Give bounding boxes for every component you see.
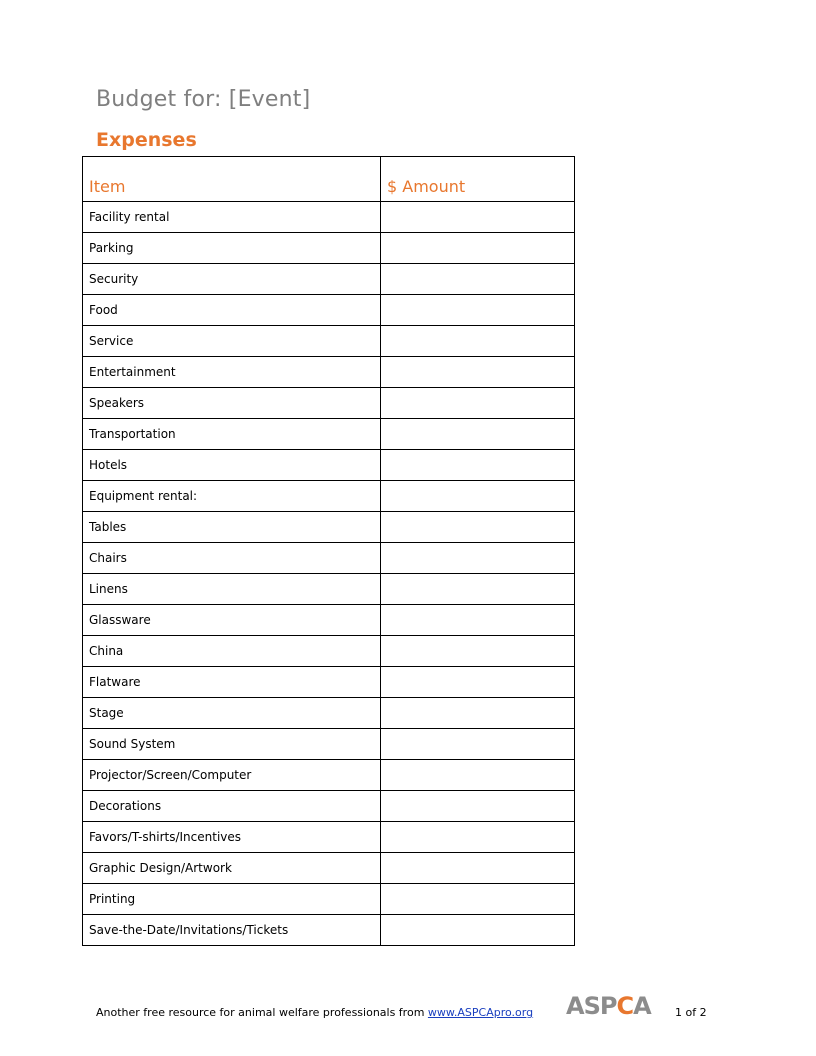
amount-cell[interactable]	[381, 264, 575, 295]
table-row	[83, 884, 575, 915]
table-row	[83, 791, 575, 822]
amount-cell[interactable]	[381, 357, 575, 388]
table-row	[83, 326, 575, 357]
amount-cell[interactable]	[381, 233, 575, 264]
page-title: Budget for: [Event]	[96, 87, 311, 112]
amount-cell[interactable]	[381, 636, 575, 667]
amount-cell[interactable]	[381, 419, 575, 450]
amount-cell[interactable]	[381, 822, 575, 853]
item-cell: Graphic Design/Artwork	[83, 853, 381, 884]
table-row	[83, 233, 575, 264]
table-row	[83, 853, 575, 884]
table-header-row	[83, 157, 575, 202]
logo-part-2: A	[633, 992, 651, 1020]
header-item: Item	[83, 157, 381, 202]
item-cell: Speakers	[83, 388, 381, 419]
footer-text	[96, 1006, 533, 1019]
amount-cell[interactable]	[381, 450, 575, 481]
item-cell: Stage	[83, 698, 381, 729]
item-cell: Favors/T-shirts/Incentives	[83, 822, 381, 853]
item-cell: China	[83, 636, 381, 667]
item-cell: Food	[83, 295, 381, 326]
table-row	[83, 574, 575, 605]
header-amount: $ Amount	[381, 157, 575, 202]
item-cell: Parking	[83, 233, 381, 264]
logo-part-1: ASP	[566, 992, 617, 1020]
footer-credit: Another free resource for animal welfare professionals from	[96, 1006, 428, 1019]
amount-cell[interactable]	[381, 853, 575, 884]
table-row	[83, 357, 575, 388]
table-row	[83, 760, 575, 791]
table-row	[83, 698, 575, 729]
table-row	[83, 295, 575, 326]
table-row	[83, 512, 575, 543]
amount-cell[interactable]	[381, 667, 575, 698]
item-cell: Save-the-Date/Invitations/Tickets	[83, 915, 381, 946]
amount-cell[interactable]	[381, 202, 575, 233]
amount-cell[interactable]	[381, 481, 575, 512]
amount-cell[interactable]	[381, 574, 575, 605]
amount-cell[interactable]	[381, 605, 575, 636]
item-cell: Printing	[83, 884, 381, 915]
amount-cell[interactable]	[381, 388, 575, 419]
item-cell: Projector/Screen/Computer	[83, 760, 381, 791]
amount-cell[interactable]	[381, 760, 575, 791]
table-row	[83, 264, 575, 295]
item-cell: Entertainment	[83, 357, 381, 388]
item-cell: Equipment rental:	[83, 481, 381, 512]
table-row	[83, 419, 575, 450]
item-cell: Glassware	[83, 605, 381, 636]
aspca-logo	[566, 992, 651, 1020]
item-cell: Flatware	[83, 667, 381, 698]
table-row	[83, 450, 575, 481]
page-number: 1 of 2	[675, 1006, 707, 1019]
item-cell: Sound System	[83, 729, 381, 760]
table-row	[83, 543, 575, 574]
table-row	[83, 667, 575, 698]
item-cell: Service	[83, 326, 381, 357]
amount-cell[interactable]	[381, 543, 575, 574]
table-row	[83, 915, 575, 946]
amount-cell[interactable]	[381, 884, 575, 915]
table-row	[83, 388, 575, 419]
item-cell: Linens	[83, 574, 381, 605]
table-row	[83, 822, 575, 853]
item-cell: Hotels	[83, 450, 381, 481]
item-cell: Facility rental	[83, 202, 381, 233]
expenses-table	[82, 156, 575, 946]
amount-cell[interactable]	[381, 915, 575, 946]
logo-part-accent: C	[616, 992, 634, 1020]
amount-cell[interactable]	[381, 791, 575, 822]
amount-cell[interactable]	[381, 512, 575, 543]
item-cell: Transportation	[83, 419, 381, 450]
table-body	[83, 202, 575, 946]
amount-cell[interactable]	[381, 729, 575, 760]
table-row	[83, 202, 575, 233]
table-row	[83, 636, 575, 667]
table-row	[83, 605, 575, 636]
table-row	[83, 729, 575, 760]
amount-cell[interactable]	[381, 326, 575, 357]
item-cell: Tables	[83, 512, 381, 543]
item-cell: Decorations	[83, 791, 381, 822]
amount-cell[interactable]	[381, 698, 575, 729]
item-cell: Security	[83, 264, 381, 295]
table-row	[83, 481, 575, 512]
section-title: Expenses	[96, 129, 197, 151]
item-cell: Chairs	[83, 543, 381, 574]
amount-cell[interactable]	[381, 295, 575, 326]
footer-link[interactable]: www.ASPCApro.org	[427, 1006, 534, 1019]
